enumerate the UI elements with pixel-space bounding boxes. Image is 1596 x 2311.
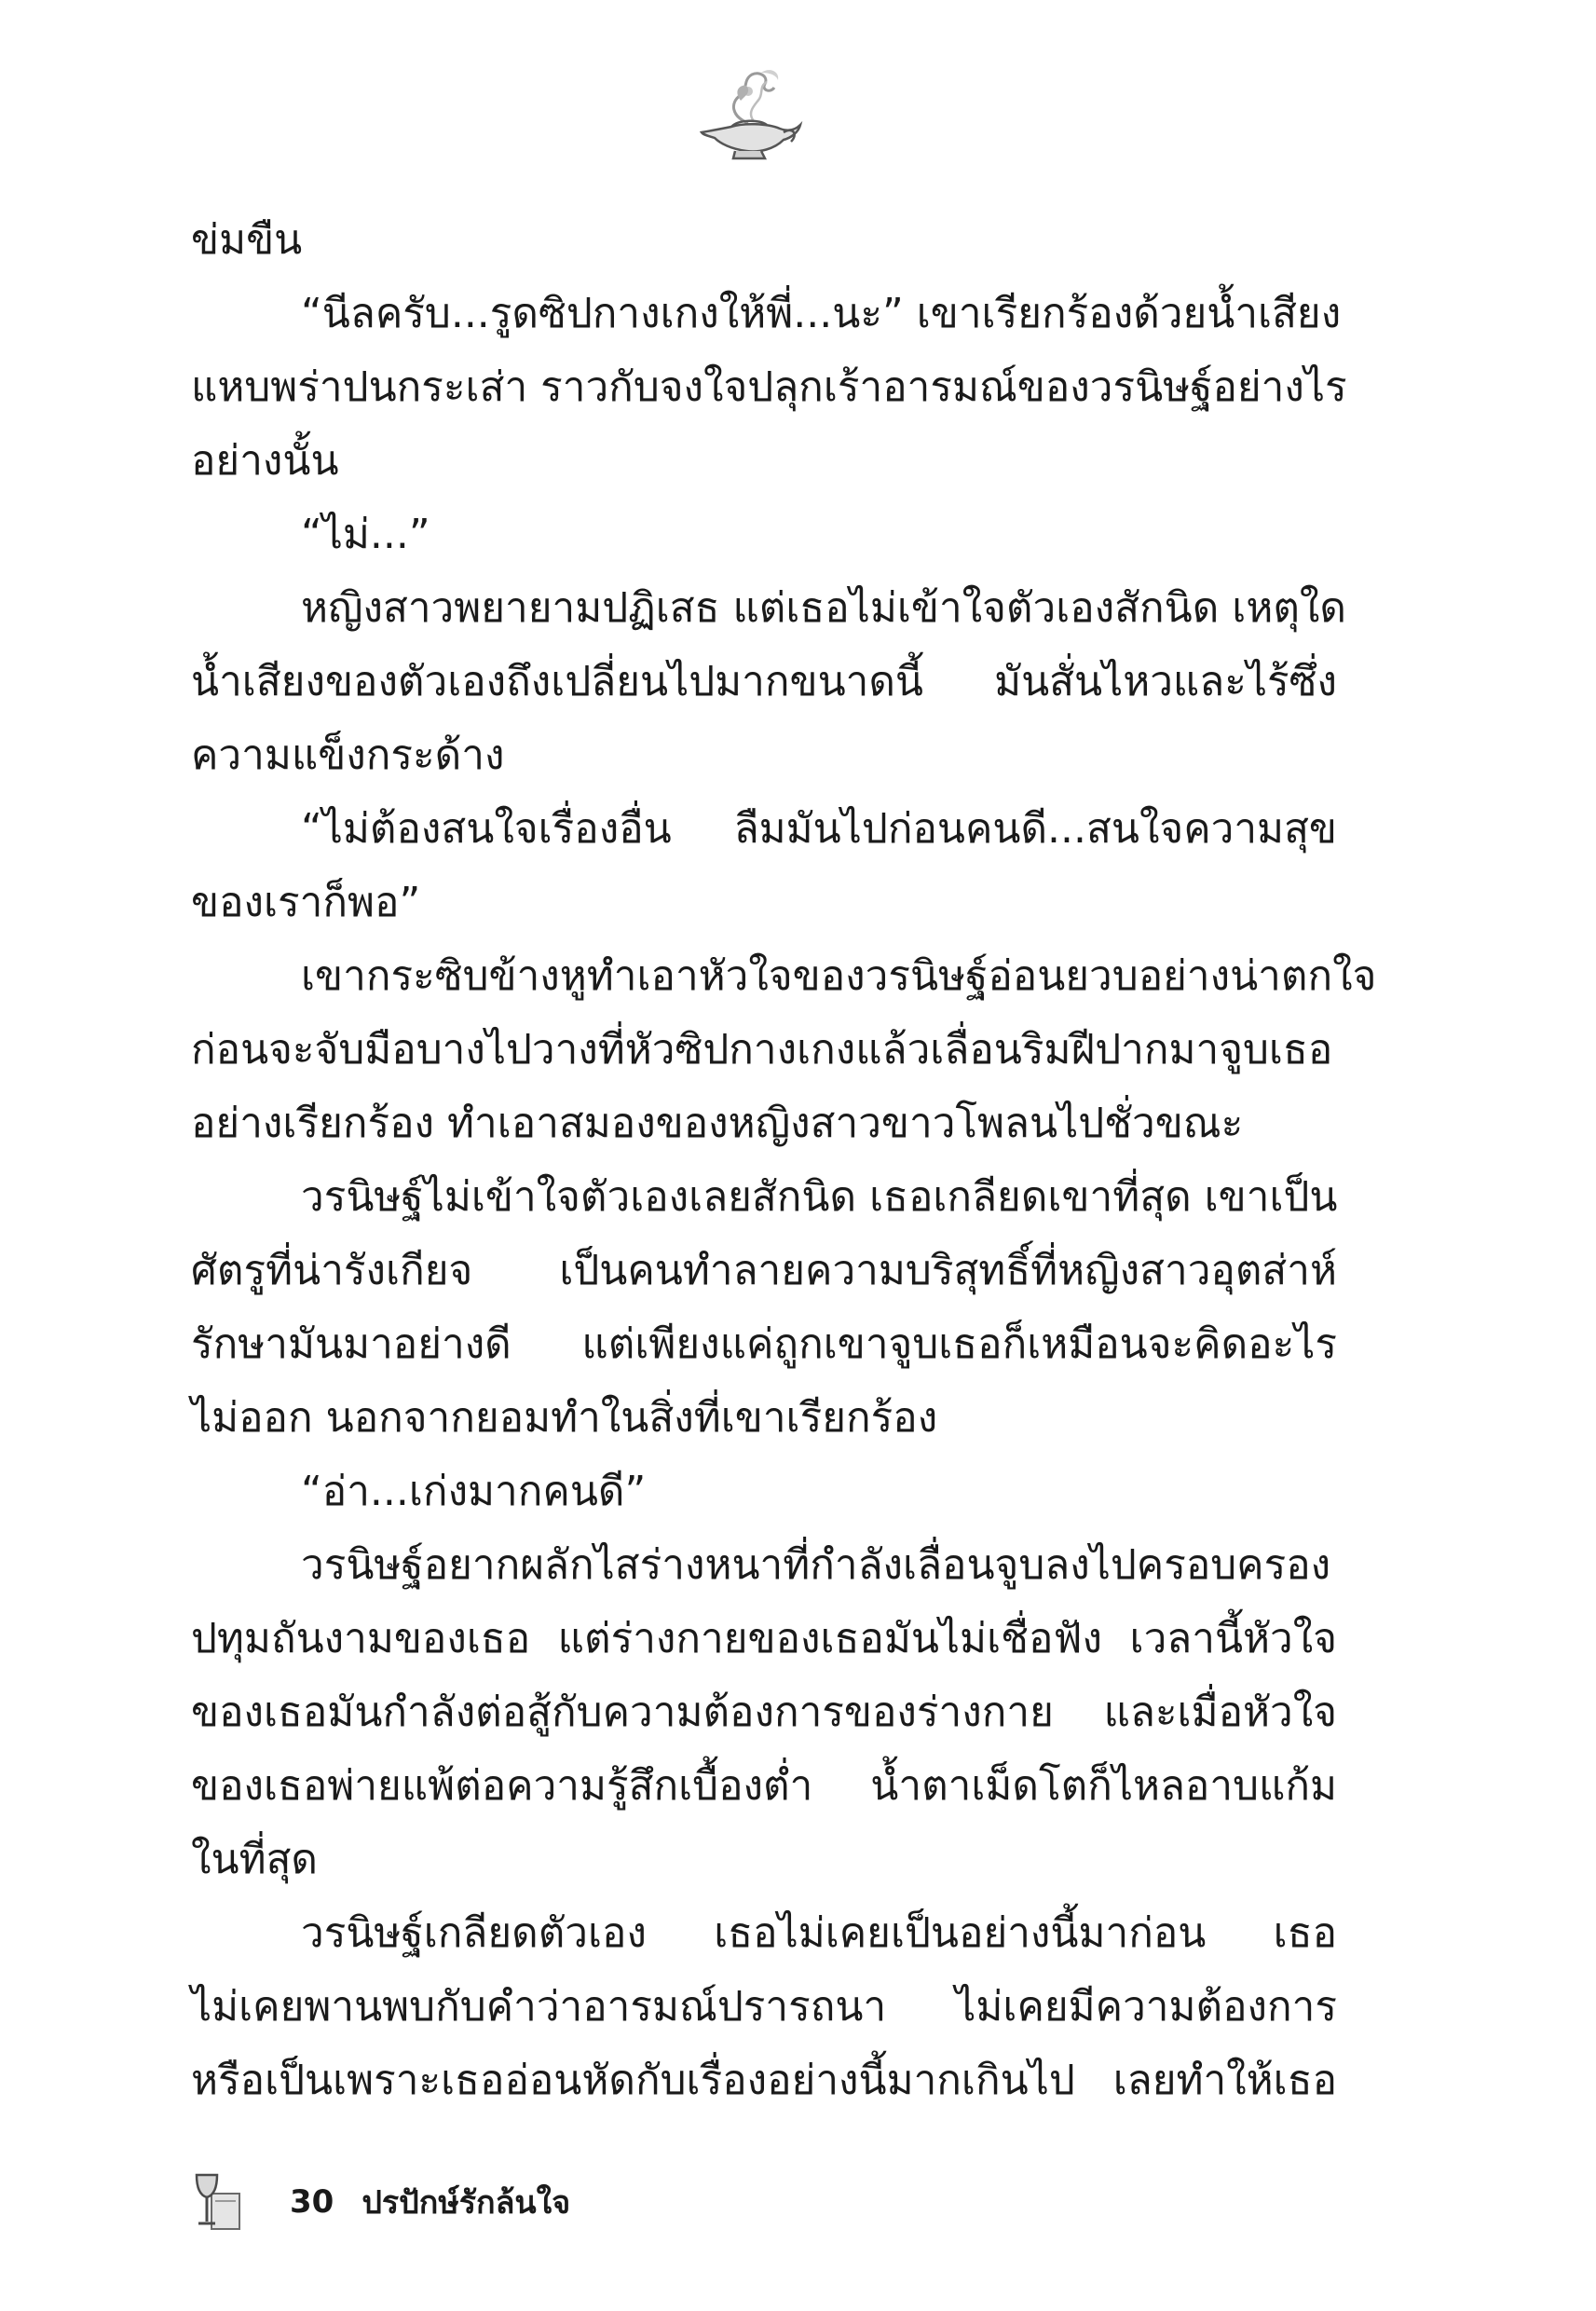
page-footer: [191, 2169, 570, 2235]
text-line: หรือเป็นเพราะเธออ่อนหัดกับเรื่องอย่างนี้มากเกินไป เลยทำให้เธอ: [191, 2057, 1337, 2104]
page-number: 30: [290, 2183, 334, 2221]
text-line: อย่างเรียกร้อง ทำเอาสมองของหญิงสาวขาวโพลนไปชั่วขณะ: [191, 1100, 1244, 1147]
text-line: ของเธอมันกำลังต่อสู้กับความต้องการของร่างกาย และเมื่อหัวใจ: [191, 1689, 1337, 1736]
book-title: ปรปักษ์รักล้นใจ: [361, 2184, 571, 2222]
text-line: หญิงสาวพยายามปฏิเสธ แต่เธอไม่เข้าใจตัวเองสักนิด เหตุใด: [301, 584, 1346, 632]
text-line: ไม่เคยพานพบกับคำว่าอารมณ์ปรารถนา ไม่เคยมีความต้องการ: [191, 1983, 1337, 2031]
text-line: ของเราก็พอ”: [191, 879, 421, 926]
text-line: รักษามันมาอย่างดี แต่เพียงแค่ถูกเขาจูบเธอก็เหมือนจะคิดอะไร: [191, 1320, 1337, 1368]
text-line: แหบพร่าปนกระเส่า ราวกับจงใจปลุกเร้าอารมณ์ของวรนิษฐ์อย่างไร: [191, 363, 1347, 411]
text-line: เขากระซิบข้างหูทำเอาหัวใจของวรนิษฐ์อ่อนยวบอย่างน่าตกใจ: [301, 952, 1377, 1000]
text-line: วรนิษฐ์อยากผลักไสร่างหนาที่กำลังเลื่อนจูบลงไปครอบครอง: [301, 1541, 1331, 1589]
text-line: ข่มขืน: [191, 216, 303, 264]
text-line: ความแข็งกระด้าง: [191, 732, 505, 779]
body-text: [191, 203, 1377, 2117]
text-line: “ไม่...”: [301, 511, 430, 558]
wine-glass-icon: [191, 2171, 243, 2233]
text-line: “นีลครับ...รูดซิปกางเกงให้พี่...นะ” เขาเรียกร้องด้วยน้ำเสียง: [301, 290, 1342, 337]
text-line: น้ำเสียงของตัวเองถึงเปลี่ยนไปมากขนาดนี้ มันสั่นไหวและไร้ซึ่ง: [191, 658, 1337, 705]
text-line: ไม่ออก นอกจากยอมทำในสิ่งที่เขาเรียกร้อง: [191, 1394, 938, 1442]
text-line: ของเธอพ่ายแพ้ต่อความรู้สึกเบื้องต่ำ น้ำตาเม็ดโตก็ไหลอาบแก้ม: [191, 1762, 1337, 1810]
text-line: ก่อนจะจับมือบางไปวางที่หัวซิปกางเกงแล้วเลื่อนริมฝีปากมาจูบเธอ: [191, 1026, 1333, 1073]
text-line: “ไม่ต้องสนใจเรื่องอื่น ลืมมันไปก่อนคนดี...สนใจความสุข: [301, 805, 1337, 853]
text-line: วรนิษฐ์ไม่เข้าใจตัวเองเลยสักนิด เธอเกลียดเขาที่สุด เขาเป็น: [301, 1173, 1338, 1221]
text-line: อย่างนั้น: [191, 437, 339, 485]
text-line: “อ่า...เก่งมากคนดี”: [301, 1468, 647, 1515]
genie-lamp-icon: [694, 65, 806, 163]
text-line: ปทุมถันงามของเธอ แต่ร่างกายของเธอมันไม่เชื่อฟัง เวลานี้หัวใจ: [191, 1615, 1337, 1662]
text-line: ศัตรูที่น่ารังเกียจ เป็นคนทำลายความบริสุทธิ์ที่หญิงสาวอุตส่าห์: [191, 1247, 1337, 1294]
text-line: ในที่สุด: [191, 1836, 318, 1883]
text-line: วรนิษฐ์เกลียดตัวเอง เธอไม่เคยเป็นอย่างนี้มาก่อน เธอ: [301, 1909, 1337, 1957]
